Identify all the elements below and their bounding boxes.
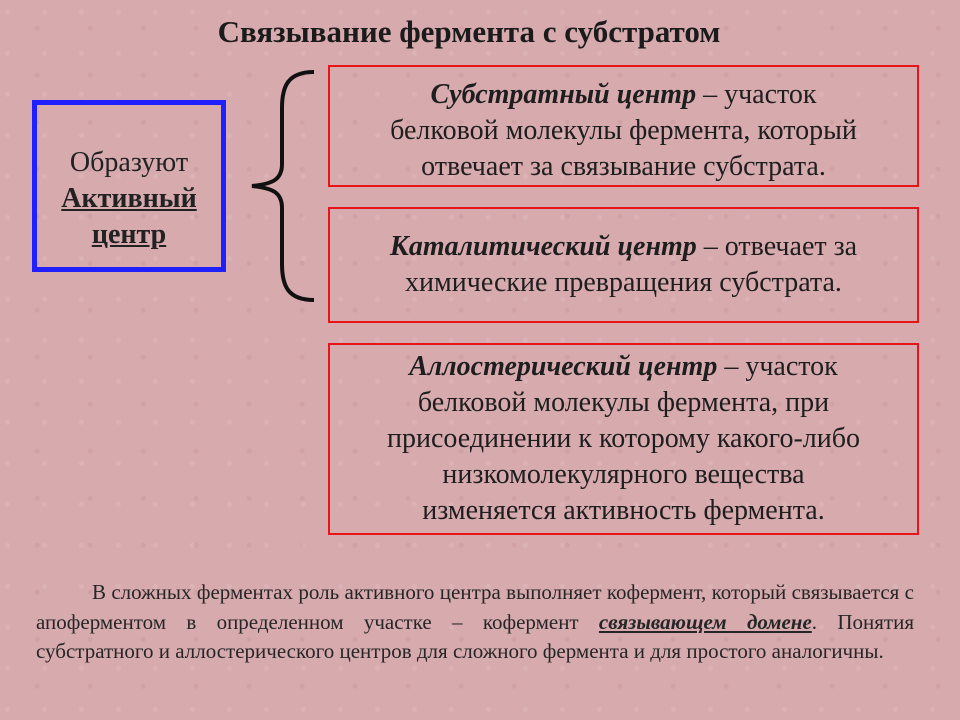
substrate-center-box xyxy=(328,65,919,187)
substrate-center-line2: белковой молекулы фермента, который xyxy=(390,115,857,146)
catalytic-center-box xyxy=(328,207,919,323)
substrate-center-line1 xyxy=(330,77,917,113)
allosteric-center-line2: белковой молекулы фермента, при xyxy=(417,387,830,418)
catalytic-center-text-a: – отвечает за xyxy=(696,231,858,262)
allosteric-center-text-a: – участок xyxy=(717,351,838,382)
allosteric-center-line1 xyxy=(330,349,917,385)
active-center-line3: центр xyxy=(91,219,167,250)
substrate-center-text-a: – участок xyxy=(696,79,817,110)
allosteric-center-line5: изменяется активность фермента. xyxy=(422,495,825,526)
footnote-part2: . Понятия субстратного и аллостерического центров для сложного фермента и для простого аналогичны. xyxy=(36,609,914,663)
footnote-part1: В сложных ферментах роль активного центра выполняет кофермент, который связывается с апоферментом в определенном участке – кофермент xyxy=(36,580,914,634)
substrate-center-term: Субстратный центр xyxy=(430,79,697,110)
catalytic-center-term: Каталитический центр xyxy=(389,231,697,262)
catalytic-center-line2: химические превращения субстрата. xyxy=(405,267,842,298)
allosteric-center-box xyxy=(328,343,919,535)
page-title: Связывание фермента с субстратом xyxy=(217,14,721,49)
curly-brace-icon xyxy=(248,68,318,304)
active-center-line2: Активный xyxy=(61,183,197,214)
catalytic-center-line1 xyxy=(330,229,917,265)
active-center-box xyxy=(32,100,226,272)
allosteric-center-term: Аллостерический центр xyxy=(409,351,718,382)
substrate-center-line3: отвечает за связывание субстрата. xyxy=(421,151,826,182)
allosteric-center-line4: низкомолекулярного вещества xyxy=(442,459,805,490)
active-center-line1: Образуют xyxy=(69,147,189,178)
allosteric-center-line3: присоединении к которому какого-либо xyxy=(387,423,860,454)
footnote-emphasis: связывающем домене xyxy=(598,609,812,634)
footnote-paragraph xyxy=(36,578,914,667)
